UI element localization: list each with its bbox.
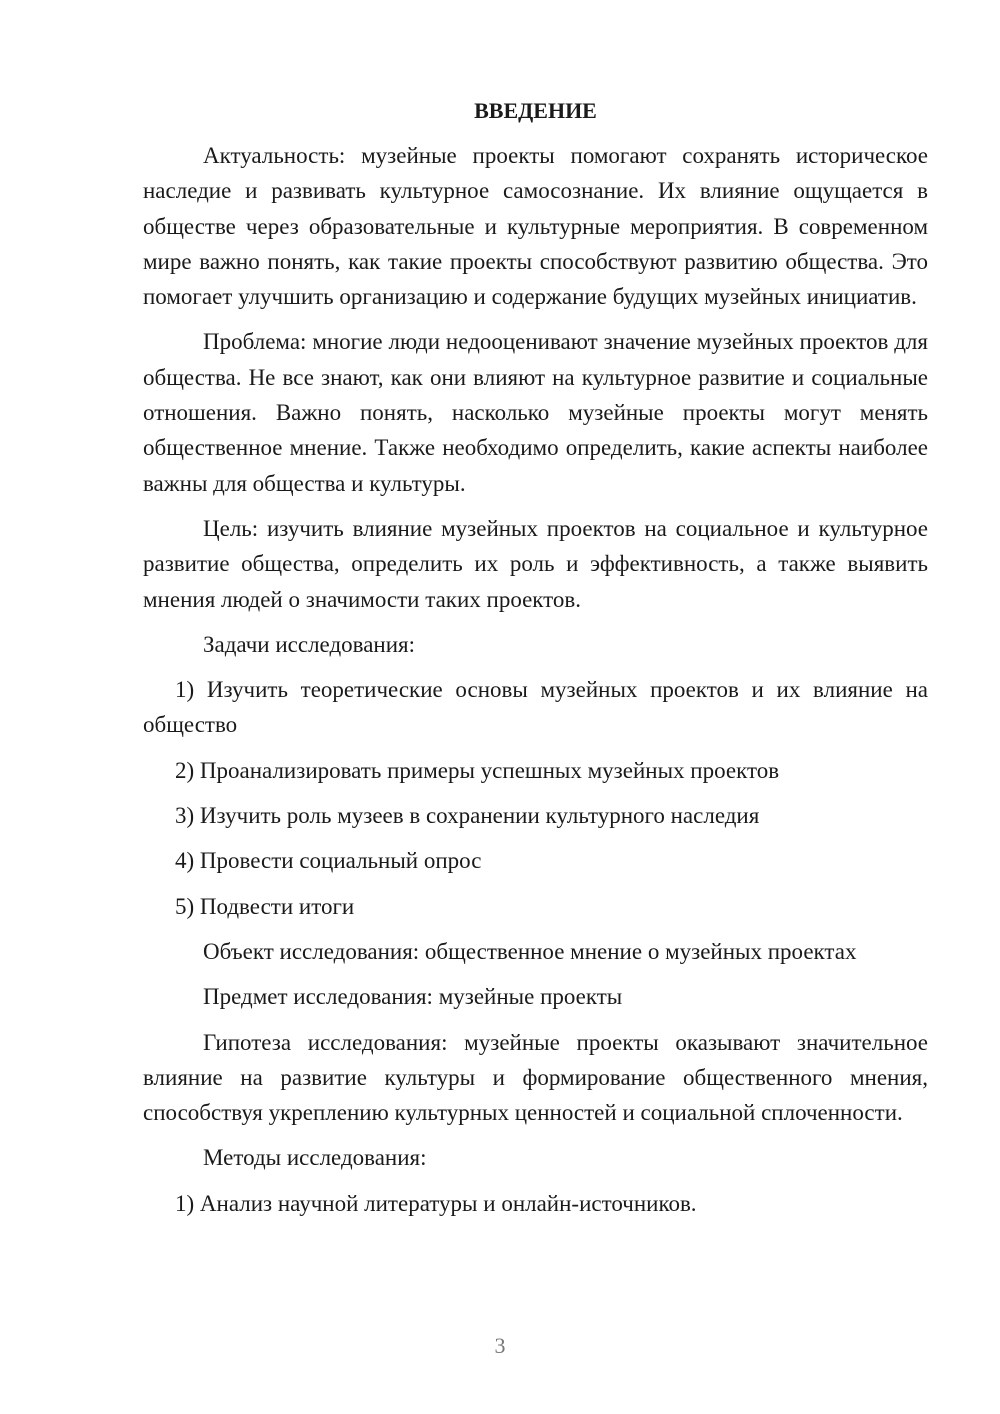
research-subject: Предмет исследования: музейные проекты xyxy=(203,984,623,1010)
page-number: 3 xyxy=(494,1333,506,1358)
research-object: Объект исследования: общественное мнение о музейных проектах xyxy=(203,938,857,964)
task-item: 2) Проанализировать примеры успешных музейных проектов xyxy=(175,757,780,783)
relevance-paragraph: Актуальность: музейные проекты помогают сохранять историческое наследие и развивать культурное самосознание. Их влияние ощущается в обществе через образовательные и культурные мероприятия. В современном мире важно понять, как такие проекты способствуют развитию общества. Это помогает улучшить организацию и содержание будущих музейных инициатив. xyxy=(143,143,928,310)
tasks-heading: Задачи исследования: xyxy=(203,631,416,657)
method-item: 1) Анализ научной литературы и онлайн-источников. xyxy=(175,1190,697,1216)
task-item: 5) Подвести итоги xyxy=(175,893,355,919)
problem-paragraph: Проблема: многие люди недооценивают значение музейных проектов для общества. Не все знают, как они влияют на культурное развитие и социальные отношения. Важно понять, насколько музейные проекты могут менять общественное мнение. Также необходимо определить, какие аспекты наиболее важны для общества и культуры. xyxy=(143,329,928,496)
page-content xyxy=(143,93,928,1221)
task-item: 1) Изучить теоретические основы музейных проектов и их влияние на общество xyxy=(143,677,928,738)
goal-paragraph: Цель: изучить влияние музейных проектов на социальное и культурное развитие общества, определить их роль и эффективность, а также выявить мнения людей о значимости таких проектов. xyxy=(143,515,928,612)
hypothesis-paragraph: Гипотеза исследования: музейные проекты оказывают значительное влияние на развитие культуры и формирование общественного мнения, способствуя укреплению культурных ценностей и социальной сплоченности. xyxy=(143,1029,928,1126)
task-item: 3) Изучить роль музеев в сохранении культурного наследия xyxy=(175,803,760,829)
methods-heading: Методы исследования: xyxy=(203,1145,427,1171)
page-title: ВВЕДЕНИЕ xyxy=(474,98,597,123)
task-item: 4) Провести социальный опрос xyxy=(175,848,482,874)
